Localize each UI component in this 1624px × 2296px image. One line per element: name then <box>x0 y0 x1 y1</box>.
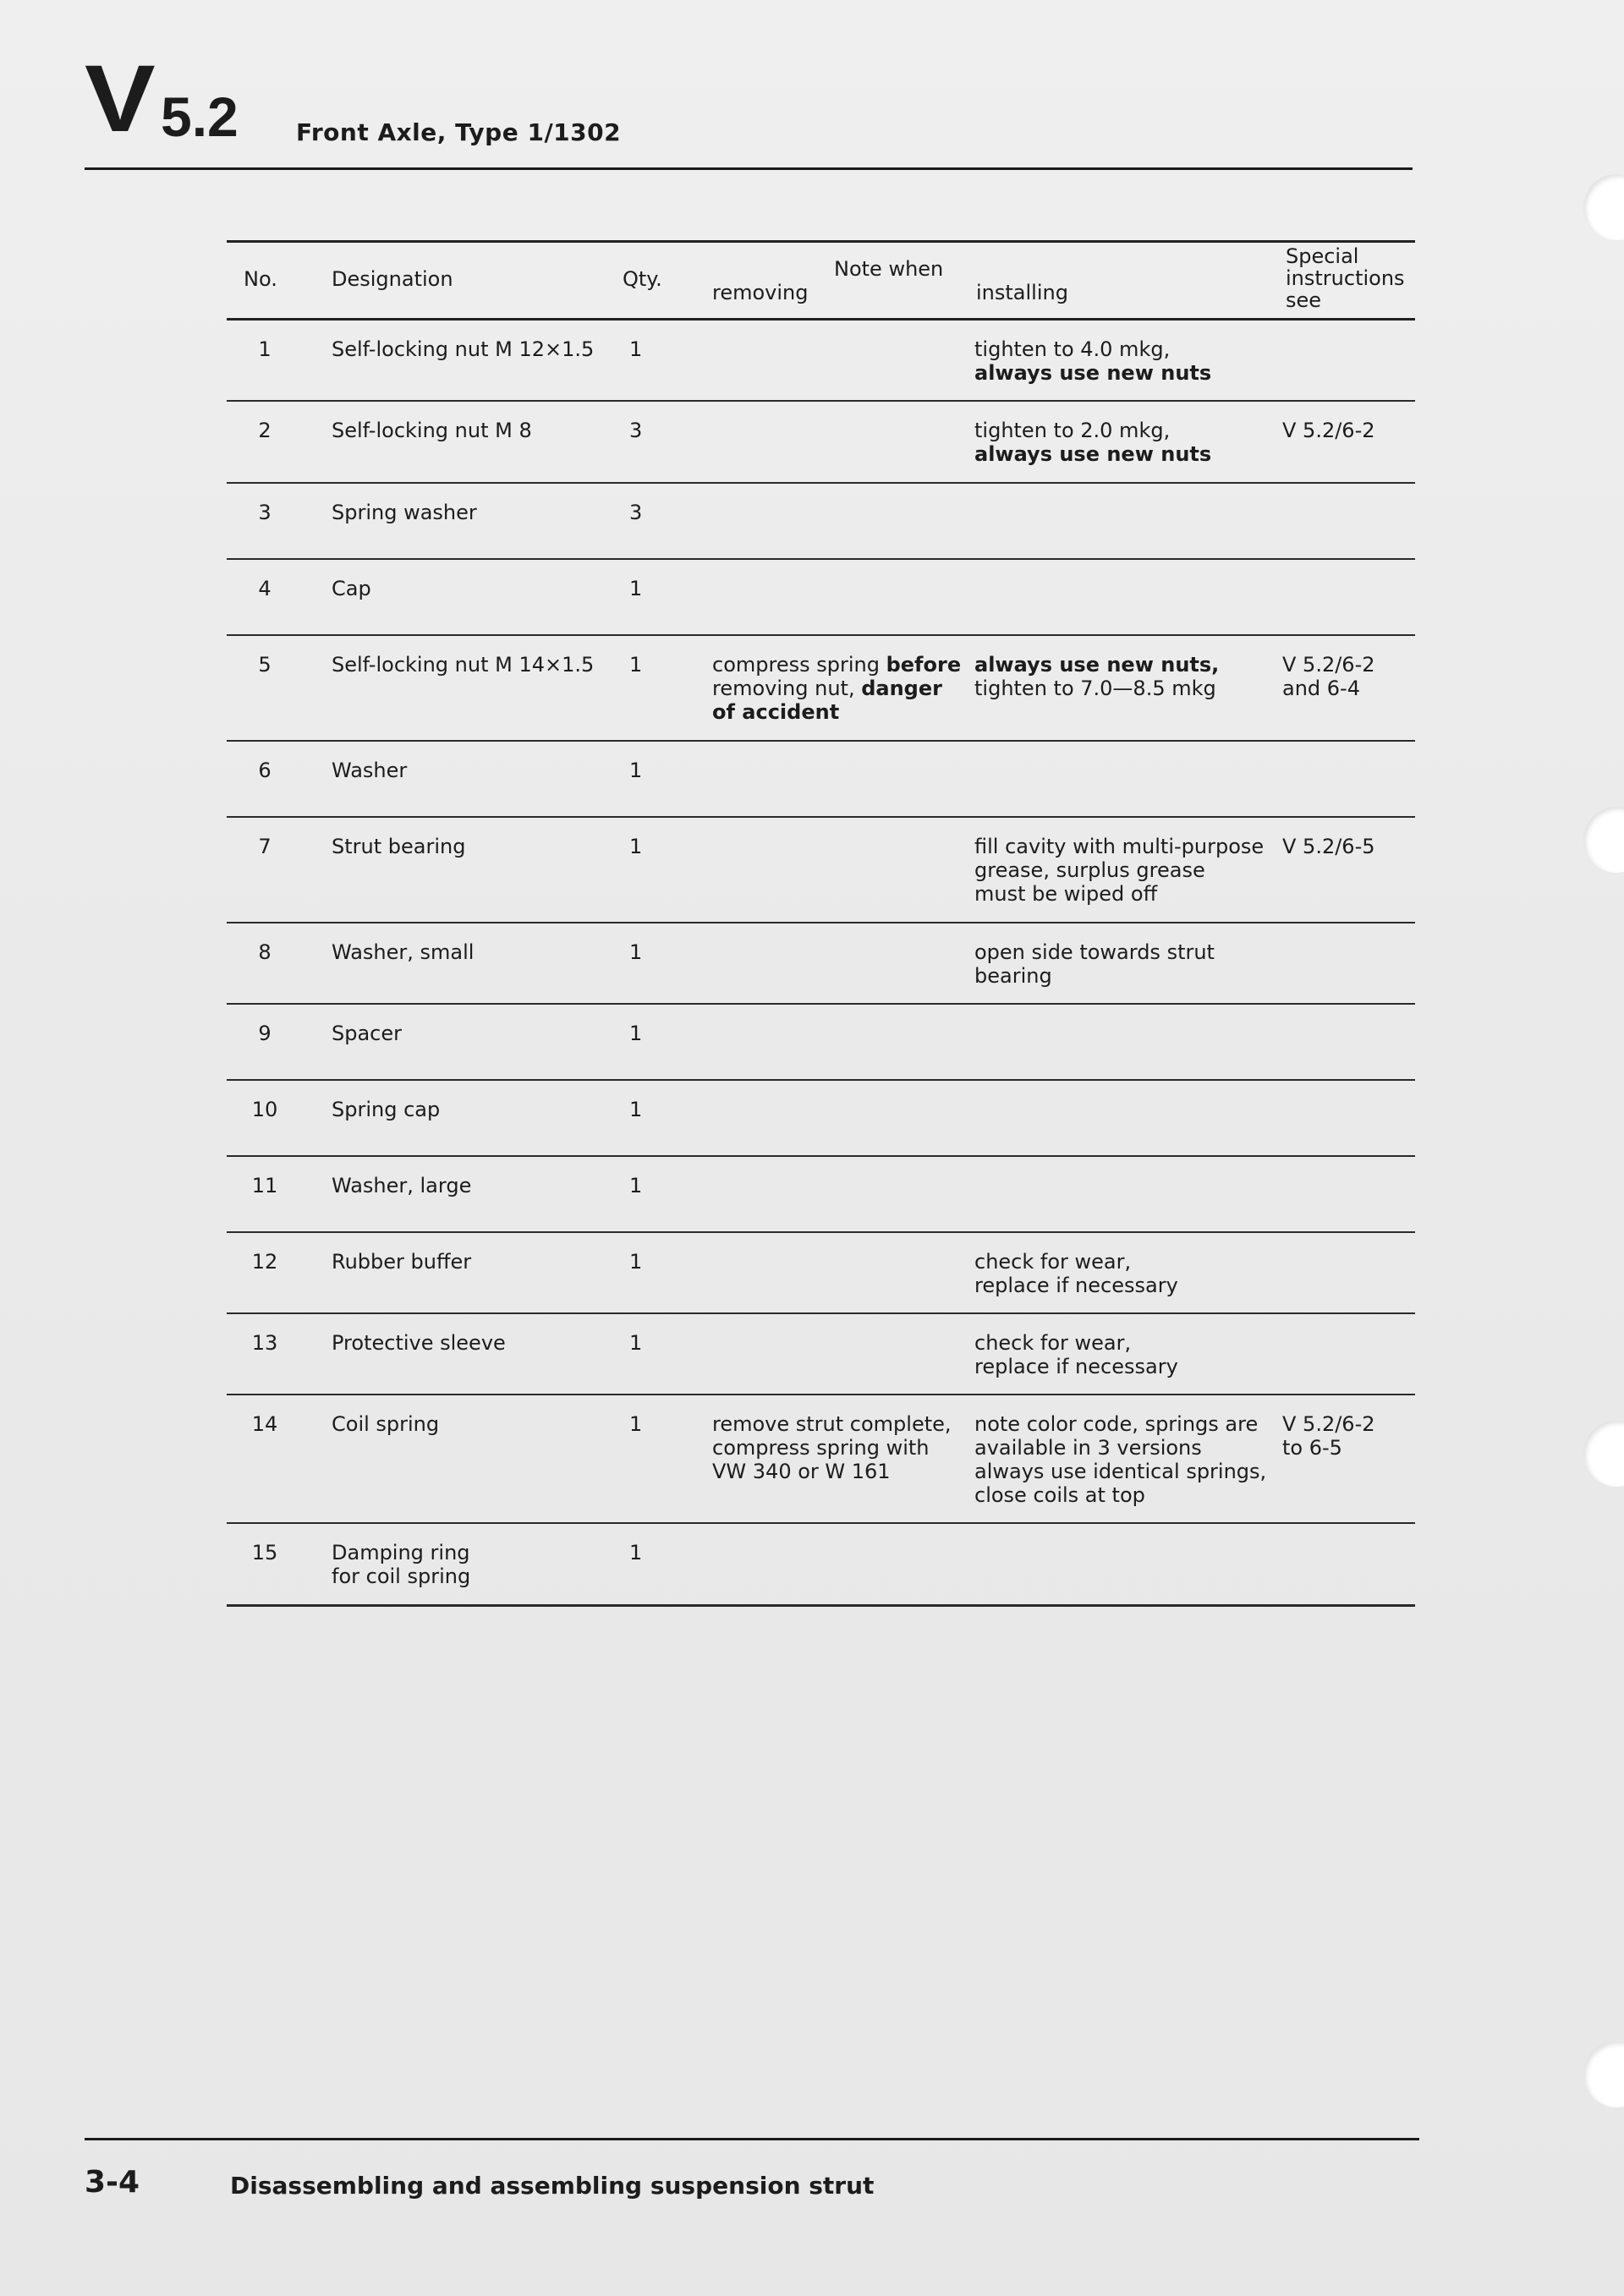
table-row <box>227 1157 1415 1233</box>
table-row <box>227 1005 1415 1081</box>
table-row <box>227 484 1415 560</box>
row-qty: 1 <box>629 1250 643 1274</box>
row-no: 7 <box>258 835 272 858</box>
row-installing <box>974 653 1270 700</box>
row-designation: Protective sleeve <box>332 1331 506 1355</box>
table-row <box>227 321 1415 402</box>
table-top-rule <box>227 240 1415 243</box>
punch-hole <box>1583 1421 1624 1487</box>
col-header-installing: installing <box>976 281 1068 304</box>
installing-bold-text: always use new nuts <box>974 361 1212 385</box>
row-qty: 1 <box>629 1541 643 1564</box>
section-code <box>85 46 239 151</box>
row-installing: fill cavity with multi-purpose grease, surplus grease must be wiped off <box>974 835 1265 906</box>
row-qty: 1 <box>629 1174 643 1197</box>
row-designation: Spring washer <box>332 501 477 524</box>
installing-bold-text: always use new nuts <box>974 442 1212 466</box>
row-qty: 1 <box>629 1022 643 1045</box>
footer-title: Disassembling and assembling suspension strut <box>230 2172 875 2200</box>
row-no: 6 <box>258 759 272 782</box>
row-designation: Washer, large <box>332 1174 472 1197</box>
installing-text: tighten to 2.0 mkg, <box>974 419 1171 442</box>
row-designation: Washer, small <box>332 940 475 964</box>
row-qty: 1 <box>629 337 643 361</box>
table-row <box>227 402 1415 484</box>
removing-bold-text: before <box>886 653 962 677</box>
table-row <box>227 1524 1415 1607</box>
row-qty: 1 <box>629 653 643 677</box>
row-no: 11 <box>251 1174 278 1197</box>
row-no: 2 <box>258 419 272 442</box>
row-designation: Self-locking nut M 14×1.5 <box>332 653 595 677</box>
row-special: V 5.2/6-2 to 6-5 <box>1282 1412 1375 1460</box>
section-letter: V <box>85 46 156 151</box>
table-row <box>227 1233 1415 1314</box>
row-special: V 5.2/6-2 and 6-4 <box>1282 653 1375 700</box>
row-no: 3 <box>258 501 272 524</box>
row-qty: 1 <box>629 759 643 782</box>
row-designation: Washer <box>332 759 408 782</box>
table-bottom-rule <box>227 1604 1415 1607</box>
row-designation: Coil spring <box>332 1412 440 1436</box>
page-title: Front Axle, Type 1/1302 <box>296 118 622 146</box>
row-no: 8 <box>258 940 272 964</box>
row-no: 13 <box>251 1331 278 1355</box>
table-row <box>227 560 1415 636</box>
row-special: V 5.2/6-2 <box>1282 419 1375 442</box>
table-row <box>227 742 1415 818</box>
installing-text: tighten to 7.0—8.5 mkg <box>974 677 1216 700</box>
row-designation: Strut bearing <box>332 835 466 858</box>
col-header-no: No. <box>244 267 277 291</box>
row-no: 9 <box>258 1022 272 1045</box>
row-no: 1 <box>258 337 272 361</box>
col-header-qty: Qty. <box>623 267 662 291</box>
removing-bold-text: danger of accident <box>712 677 942 724</box>
removing-text: removing nut, <box>712 677 862 700</box>
row-removing: remove strut complete, compress spring with VW 340 or W 161 <box>712 1412 952 1483</box>
row-qty: 1 <box>629 1098 643 1121</box>
row-no: 12 <box>251 1250 278 1274</box>
row-designation: Spring cap <box>332 1098 441 1121</box>
row-designation: Cap <box>332 577 371 600</box>
row-qty: 1 <box>629 1412 643 1436</box>
installing-text: tighten to 4.0 mkg, <box>974 337 1171 361</box>
row-designation: Spacer <box>332 1022 403 1045</box>
punch-hole <box>1583 2041 1624 2107</box>
section-number: 5.2 <box>161 85 239 148</box>
row-qty: 1 <box>629 835 643 858</box>
table-row <box>227 1314 1415 1395</box>
table-row <box>227 1395 1415 1524</box>
row-designation: Self-locking nut M 8 <box>332 419 532 442</box>
row-no: 10 <box>251 1098 278 1121</box>
header-divider <box>85 167 1413 170</box>
row-no: 5 <box>258 653 272 677</box>
row-installing: check for wear, replace if necessary <box>974 1331 1178 1378</box>
row-installing: open side towards strut bearing <box>974 940 1215 988</box>
footer-divider <box>85 2138 1419 2140</box>
row-no: 4 <box>258 577 272 600</box>
row-installing <box>974 419 1270 466</box>
row-installing <box>974 337 1270 385</box>
page-number: 3-4 <box>85 2165 140 2200</box>
table-row <box>227 923 1415 1005</box>
row-qty: 1 <box>629 940 643 964</box>
row-special: V 5.2/6-5 <box>1282 835 1375 858</box>
row-qty: 3 <box>629 419 643 442</box>
row-designation: Self-locking nut M 12×1.5 <box>332 337 595 361</box>
row-designation: Damping ring for coil spring <box>332 1541 471 1588</box>
row-designation: Rubber buffer <box>332 1250 472 1274</box>
removing-text: compress spring <box>712 653 886 677</box>
row-qty: 3 <box>629 501 643 524</box>
col-header-special: Special instructions see <box>1286 244 1405 312</box>
punch-hole <box>1583 807 1624 873</box>
installing-bold-text: always use new nuts, <box>974 653 1220 677</box>
table-row <box>227 818 1415 923</box>
table-row <box>227 1081 1415 1157</box>
row-qty: 1 <box>629 1331 643 1355</box>
row-no: 14 <box>251 1412 278 1436</box>
punch-hole <box>1583 174 1624 240</box>
row-installing: note color code, springs are available in 3 versions always use identical springs, close coils at top <box>974 1412 1267 1507</box>
row-installing: check for wear, replace if necessary <box>974 1250 1178 1297</box>
col-header-removing: removing <box>712 281 809 304</box>
row-qty: 1 <box>629 577 643 600</box>
table-row <box>227 636 1415 742</box>
col-header-designation: Designation <box>332 267 453 291</box>
row-removing <box>712 653 966 724</box>
row-no: 15 <box>251 1541 278 1564</box>
col-header-note-when: Note when <box>834 257 944 281</box>
